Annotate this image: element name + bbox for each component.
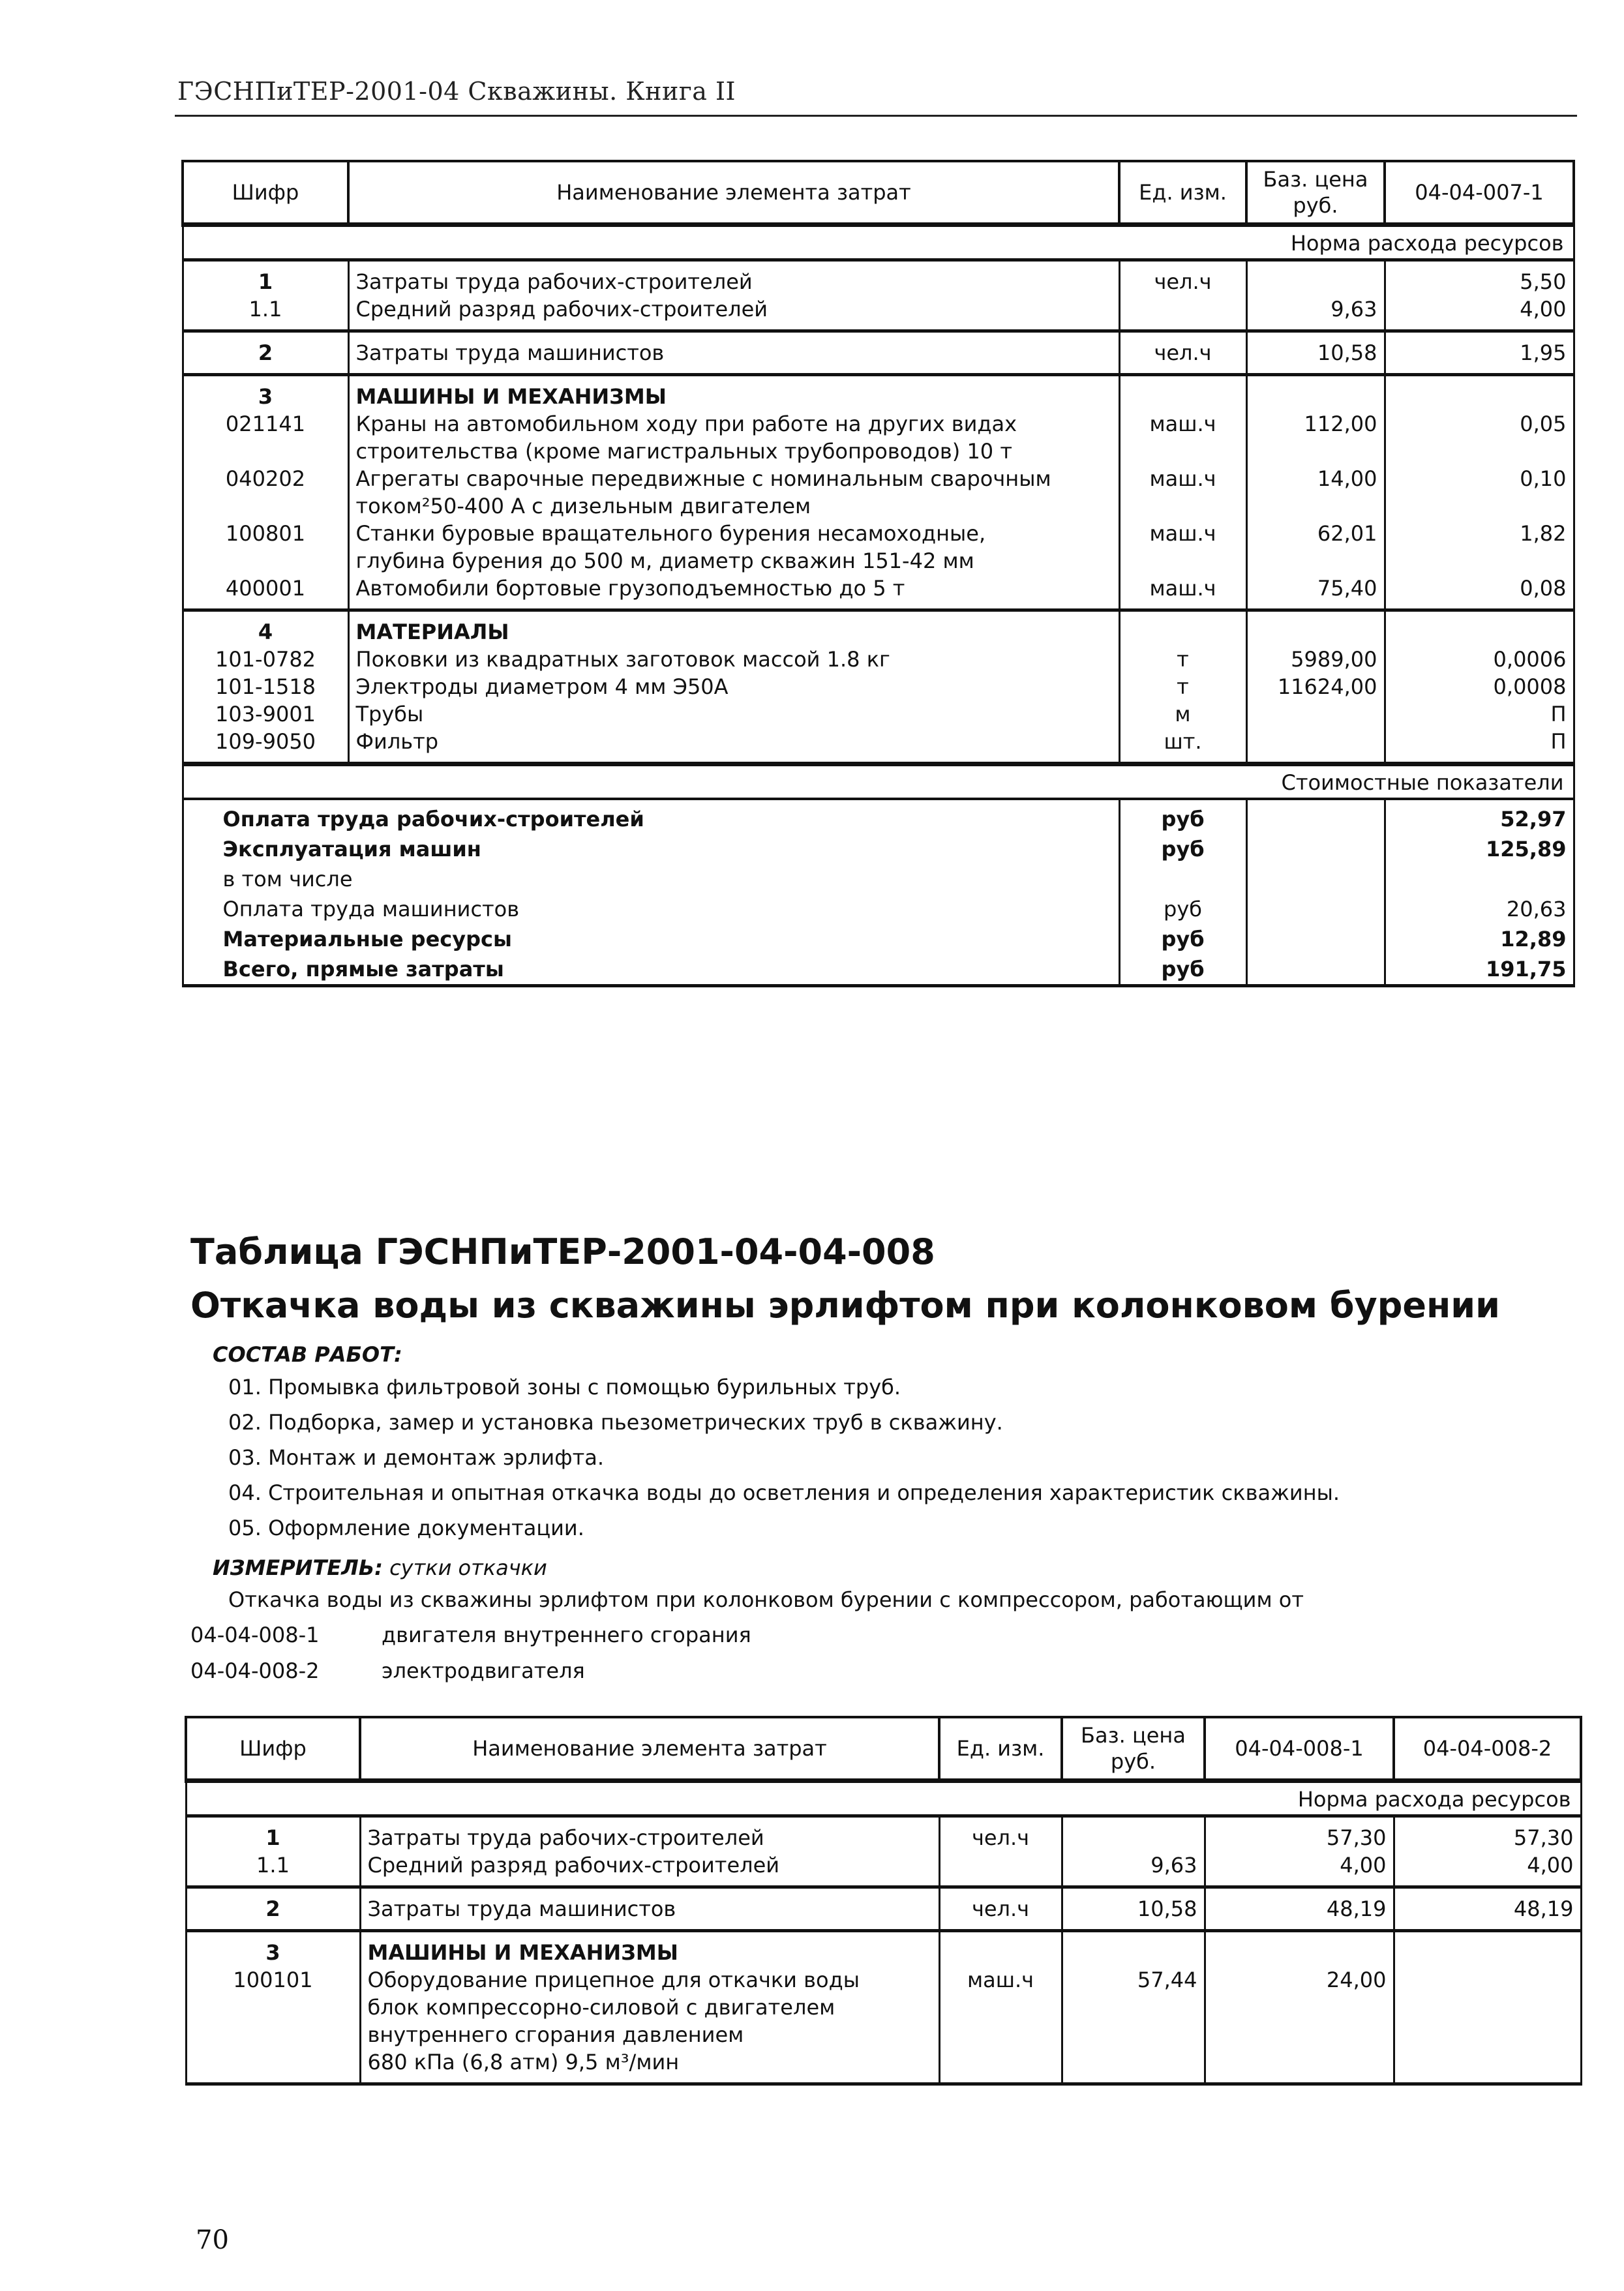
norm-row [183, 225, 1574, 260]
table-row [183, 410, 1574, 465]
row-code: 3 [183, 375, 348, 411]
row-code: 021141 [183, 410, 348, 465]
summary-row [183, 864, 1574, 894]
row-norm-value: 4,00 [1394, 1851, 1581, 1887]
row-unit: шт. [1119, 728, 1246, 764]
table-row [183, 646, 1574, 673]
row-norm-value: 1,95 [1385, 331, 1574, 375]
table-row [183, 331, 1574, 375]
row-name: Фильтр [348, 728, 1119, 764]
summary-value [1385, 864, 1574, 894]
header-rule [175, 115, 1577, 117]
row-norm-value: 5,50 [1385, 260, 1574, 296]
row-name: Станки буровые вращательного бурения несамоходные, глубина бурения до 500 м, диаметр скважин 151-42 мм [348, 520, 1119, 575]
row-name: Трубы [348, 700, 1119, 728]
column-header: Шифр [186, 1717, 360, 1781]
row-name: Автомобили бортовые грузоподъемностью до 5 т [348, 575, 1119, 610]
row-norm-value: П [1385, 700, 1574, 728]
row-price: 10,58 [1246, 331, 1385, 375]
header-row [186, 1717, 1581, 1781]
summary-label: Всего, прямые затраты [183, 954, 1119, 986]
meter-value: сутки откачки [389, 1555, 547, 1580]
row-code: 2 [186, 1887, 360, 1931]
norm-label: Норма расхода ресурсов [183, 225, 1574, 260]
row-unit: чел.ч [939, 1887, 1062, 1931]
row-price: 14,00 [1246, 465, 1385, 520]
summary-value: 191,75 [1385, 954, 1574, 986]
row-price: 112,00 [1246, 410, 1385, 465]
meter-line [213, 1555, 547, 1580]
row-norm-value: 0,05 [1385, 410, 1574, 465]
works-item: 03. Монтаж и демонтаж эрлифта. [228, 1445, 604, 1470]
row-name: МАШИНЫ И МЕХАНИЗМЫ [360, 1931, 939, 1967]
resource-table-04-04-007 [181, 160, 1575, 987]
summary-label: Оплата труда машинистов [183, 894, 1119, 924]
row-norm-value: 57,30 [1205, 1816, 1394, 1852]
column-header: Наименование элемента затрат [348, 161, 1119, 225]
row-unit: маш.ч [1119, 575, 1246, 610]
row-norm-value: 48,19 [1205, 1887, 1394, 1931]
row-name: Затраты труда машинистов [348, 331, 1119, 375]
row-code: 101-1518 [183, 673, 348, 700]
summary-blank [1246, 799, 1385, 834]
row-name: МАШИНЫ И МЕХАНИЗМЫ [348, 375, 1119, 411]
table-row [186, 1816, 1581, 1852]
row-unit: маш.ч [1119, 410, 1246, 465]
works-label: СОСТАВ РАБОТ: [213, 1342, 402, 1367]
row-price: 9,63 [1062, 1851, 1205, 1887]
row-unit [1119, 375, 1246, 411]
summary-unit: руб [1119, 894, 1246, 924]
variant-text: двигателя внутреннего сгорания [382, 1623, 751, 1647]
norm-label: Норма расхода ресурсов [186, 1781, 1581, 1816]
summary-row [183, 799, 1574, 834]
works-item: 02. Подборка, замер и установка пьезометрических труб в скважину. [228, 1410, 1003, 1435]
row-code: 040202 [183, 465, 348, 520]
row-code: 2 [183, 331, 348, 375]
table-row [183, 575, 1574, 610]
cost-row [183, 764, 1574, 800]
row-code: 1.1 [183, 295, 348, 331]
row-code: 1 [186, 1816, 360, 1852]
column-header: Наименование элемента затрат [360, 1717, 939, 1781]
row-code: 100101 [186, 1966, 360, 2084]
column-header: 04-04-007-1 [1385, 161, 1574, 225]
row-code: 103-9001 [183, 700, 348, 728]
row-unit: маш.ч [1119, 520, 1246, 575]
summary-value: 20,63 [1385, 894, 1574, 924]
summary-row [183, 834, 1574, 864]
row-norm-value: 24,00 [1205, 1966, 1394, 2084]
summary-unit: руб [1119, 834, 1246, 864]
variant-code: 04-04-008-1 [190, 1623, 320, 1647]
row-norm-value: 57,30 [1394, 1816, 1581, 1852]
table-row [183, 610, 1574, 646]
row-price: 62,01 [1246, 520, 1385, 575]
summary-label: Оплата труда рабочих-строителей [183, 799, 1119, 834]
row-price: 11624,00 [1246, 673, 1385, 700]
summary-unit [1119, 864, 1246, 894]
row-price [1062, 1816, 1205, 1852]
summary-label: Эксплуатация машин [183, 834, 1119, 864]
row-code: 4 [183, 610, 348, 646]
summary-blank [1246, 864, 1385, 894]
norm-row [186, 1781, 1581, 1816]
row-price [1246, 728, 1385, 764]
row-unit [1119, 610, 1246, 646]
row-norm-value: 0,0006 [1385, 646, 1574, 673]
resource-table-04-04-008 [185, 1716, 1582, 2086]
works-item: 05. Оформление документации. [228, 1516, 584, 1540]
row-norm-value [1394, 1931, 1581, 1967]
row-unit [939, 1931, 1062, 1967]
works-item: 04. Строительная и опытная откачка воды до осветления и определения характеристик скважины. [228, 1480, 1340, 1505]
row-name: Затраты труда рабочих-строителей [360, 1816, 939, 1852]
row-price: 9,63 [1246, 295, 1385, 331]
table-row [183, 700, 1574, 728]
row-code: 1 [183, 260, 348, 296]
row-code: 101-0782 [183, 646, 348, 673]
row-name: Средний разряд рабочих-строителей [360, 1851, 939, 1887]
row-unit: т [1119, 673, 1246, 700]
summary-value: 12,89 [1385, 924, 1574, 954]
row-code: 1.1 [186, 1851, 360, 1887]
column-header: Ед. изм. [1119, 161, 1246, 225]
row-norm-value [1385, 375, 1574, 411]
row-price: 5989,00 [1246, 646, 1385, 673]
row-price [1246, 700, 1385, 728]
table-row [183, 728, 1574, 764]
header-row [183, 161, 1574, 225]
row-name: Оборудование прицепное для откачки воды блок компрессорно-силовой с двигателем внутреннего сгорания давлением 680 кПа (6,8 атм) 9,5 м³/мин [360, 1966, 939, 2084]
running-head: ГЭСНПиТЕР-2001-04 Скважины. Книга II [177, 77, 736, 106]
row-norm-value: 48,19 [1394, 1887, 1581, 1931]
works-item: 01. Промывка фильтровой зоны с помощью бурильных труб. [228, 1375, 901, 1400]
row-price: 10,58 [1062, 1887, 1205, 1931]
column-header: 04-04-008-1 [1205, 1717, 1394, 1781]
summary-row [183, 924, 1574, 954]
summary-value: 125,89 [1385, 834, 1574, 864]
row-code: 400001 [183, 575, 348, 610]
cost-label: Стоимостные показатели [183, 764, 1574, 800]
summary-row [183, 894, 1574, 924]
row-price [1062, 1931, 1205, 1967]
row-unit: чел.ч [1119, 260, 1246, 296]
row-norm-value: 4,00 [1385, 295, 1574, 331]
column-header: Шифр [183, 161, 348, 225]
summary-row [183, 954, 1574, 986]
row-unit: м [1119, 700, 1246, 728]
variant-text: электродвигателя [382, 1658, 585, 1683]
table-row [183, 465, 1574, 520]
summary-unit: руб [1119, 954, 1246, 986]
table-title: Таблица ГЭСНПиТЕР-2001-04-04-008 [190, 1231, 935, 1272]
table-row [183, 520, 1574, 575]
row-unit: чел.ч [939, 1816, 1062, 1852]
meter-label: ИЗМЕРИТЕЛЬ: [213, 1555, 383, 1580]
row-name: Средний разряд рабочих-строителей [348, 295, 1119, 331]
table-row [186, 1966, 1581, 2084]
column-header: 04-04-008-2 [1394, 1717, 1581, 1781]
row-price [1246, 610, 1385, 646]
row-norm-value: П [1385, 728, 1574, 764]
summary-unit: руб [1119, 799, 1246, 834]
column-header: Баз. цена руб. [1246, 161, 1385, 225]
row-name: Затраты труда машинистов [360, 1887, 939, 1931]
variant-code: 04-04-008-2 [190, 1658, 320, 1683]
summary-blank [1246, 924, 1385, 954]
row-name: Затраты труда рабочих-строителей [348, 260, 1119, 296]
column-header: Баз. цена руб. [1062, 1717, 1205, 1781]
table-subtitle: Откачка воды из скважины эрлифтом при колонковом бурении [190, 1285, 1500, 1326]
table-row [183, 295, 1574, 331]
row-unit: маш.ч [939, 1966, 1062, 2084]
table-row [186, 1887, 1581, 1931]
row-code: 3 [186, 1931, 360, 1967]
row-norm-value: 0,0008 [1385, 673, 1574, 700]
row-norm-value: 0,10 [1385, 465, 1574, 520]
column-header: Ед. изм. [939, 1717, 1062, 1781]
row-name: Поковки из квадратных заготовок массой 1.8 кг [348, 646, 1119, 673]
row-name: Электроды диаметром 4 мм Э50А [348, 673, 1119, 700]
row-unit: маш.ч [1119, 465, 1246, 520]
summary-blank [1246, 894, 1385, 924]
row-unit: чел.ч [1119, 331, 1246, 375]
row-unit [939, 1851, 1062, 1887]
row-norm-value: 1,82 [1385, 520, 1574, 575]
row-unit [1119, 295, 1246, 331]
row-name: МАТЕРИАЛЫ [348, 610, 1119, 646]
row-price: 75,40 [1246, 575, 1385, 610]
row-unit: т [1119, 646, 1246, 673]
row-price [1246, 375, 1385, 411]
row-norm-value [1205, 1931, 1394, 1967]
page-number: 70 [196, 2225, 229, 2255]
row-price [1246, 260, 1385, 296]
summary-value: 52,97 [1385, 799, 1574, 834]
row-norm-value: 0,08 [1385, 575, 1574, 610]
intro-text: Откачка воды из скважины эрлифтом при колонковом бурении с компрессором, работающим от [228, 1587, 1304, 1612]
row-name: Краны на автомобильном ходу при работе на других видах строительства (кроме магистральных трубопроводов) 10 т [348, 410, 1119, 465]
row-code: 109-9050 [183, 728, 348, 764]
summary-label: Материальные ресурсы [183, 924, 1119, 954]
row-norm-value [1385, 610, 1574, 646]
summary-blank [1246, 834, 1385, 864]
row-norm-value: 4,00 [1205, 1851, 1394, 1887]
row-norm-value [1394, 1966, 1581, 2084]
table-row [186, 1851, 1581, 1887]
table-row [186, 1931, 1581, 1967]
row-code: 100801 [183, 520, 348, 575]
row-price: 57,44 [1062, 1966, 1205, 2084]
summary-label: в том числе [183, 864, 1119, 894]
summary-unit: руб [1119, 924, 1246, 954]
table-row [183, 375, 1574, 411]
row-name: Агрегаты сварочные передвижные с номинальным сварочным током²50-400 А с дизельным двигателем [348, 465, 1119, 520]
summary-blank [1246, 954, 1385, 986]
table-row [183, 260, 1574, 296]
table-row [183, 673, 1574, 700]
